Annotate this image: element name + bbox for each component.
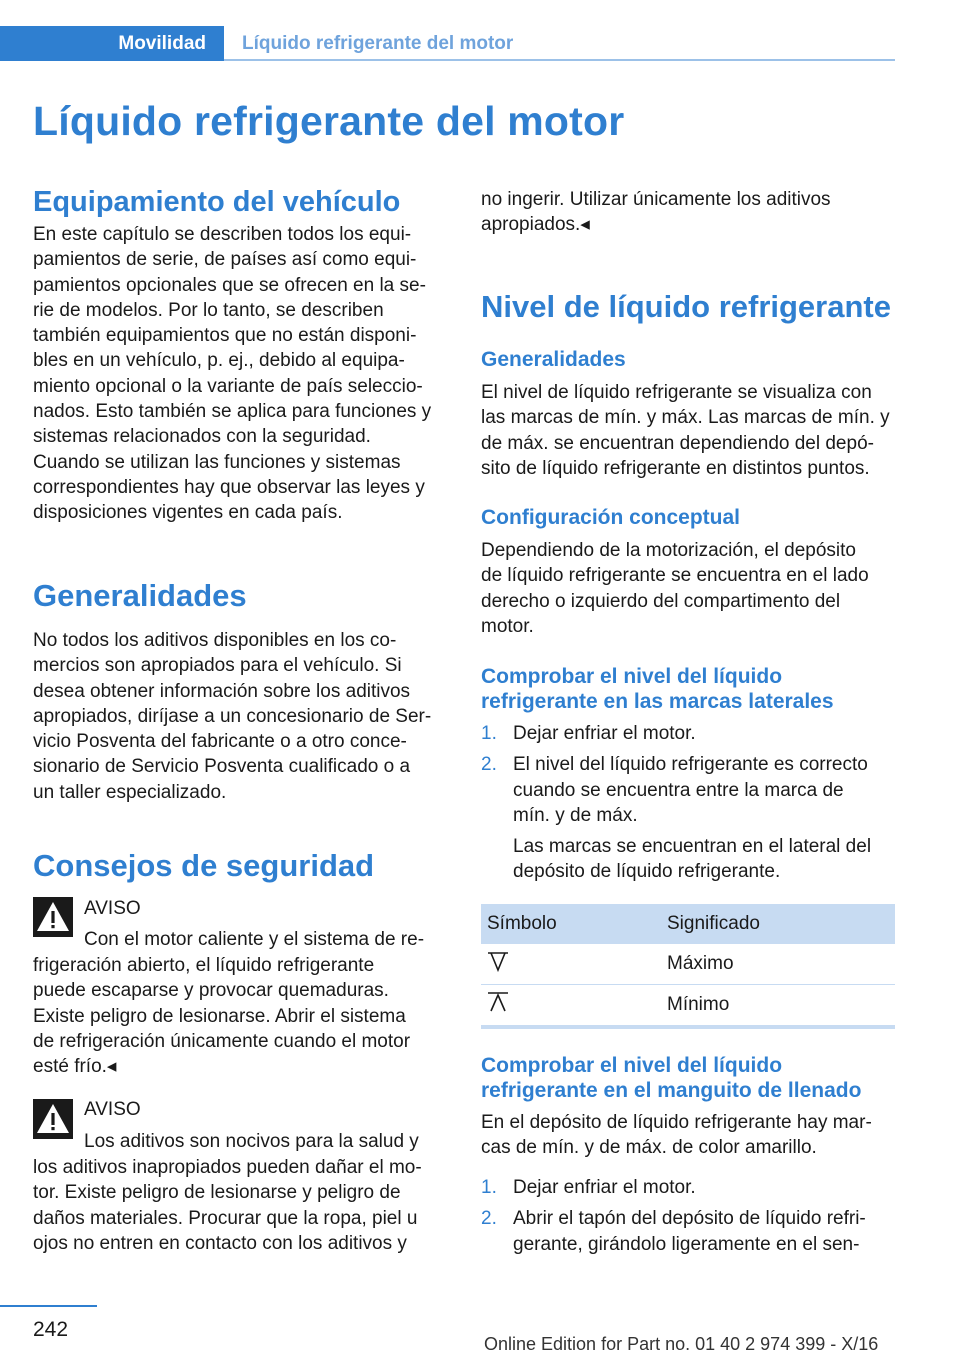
section-tab-label: Movilidad (118, 32, 206, 54)
text-line: Dependiendo de la motorización, el depósito (481, 540, 856, 561)
text-line: también equipamientos que no están disponi- (33, 325, 417, 347)
list-subtext (513, 834, 895, 885)
text-line: pamientos de serie, de países así como equi- (33, 249, 417, 271)
text-line: de líquido refrigerante se encuentra en el lado (481, 565, 869, 587)
text-line: sito de líquido refrigerante en distintos puntos. (481, 457, 870, 479)
text-line: derecho o izquierdo del compartimento del (481, 590, 841, 612)
text-line: Las marcas se encuentran en el lateral del (513, 836, 872, 858)
text-line: apropiados.◂ (481, 214, 590, 236)
text-line: disposiciones vigentes en cada país. (33, 502, 343, 524)
header-rule (224, 59, 895, 61)
table-cell (481, 985, 661, 1028)
text-line: daños materiales. Procurar que la ropa, piel u (33, 1207, 418, 1229)
page-number: 242 (33, 1318, 69, 1341)
general-heading: Generalidades (33, 578, 247, 613)
safety-heading: Consejos de seguridad (33, 848, 375, 883)
table-row (481, 985, 895, 1028)
side-marks-heading (481, 664, 834, 714)
table-cell (481, 944, 661, 985)
min-mark-icon (487, 991, 509, 1013)
heading-line: refrigerante en el manguito de llenado (481, 1079, 862, 1102)
text-line: gerante, girándolo ligeramente en el sen- (513, 1233, 860, 1255)
text-line: de máx. se encuentran dependiendo del depó- (481, 432, 874, 454)
text-line: miento opcional o la variante de país seleccio- (33, 375, 423, 397)
table-cell: Máximo (661, 944, 895, 985)
text-line: Cuando se utilizan las funciones y sistemas (33, 451, 401, 473)
text-line: Abrir el tapón del depósito de líquido refri- (513, 1208, 866, 1230)
text-line: tor. Existe peligro de lesionarse y peligro de (33, 1182, 401, 1204)
page-title: Líquido refrigerante del motor (33, 98, 625, 144)
text-line: frigeración abierto, el líquido refrigerante (33, 955, 375, 976)
text-line: desea obtener información sobre los aditivos (33, 680, 411, 702)
text-line: mercios son apropiados para el vehículo. Si (33, 655, 402, 677)
text-line: En el depósito de líquido refrigerante hay mar- (481, 1112, 872, 1133)
section-tab (0, 26, 224, 61)
text-line: las marcas de mín. y máx. Las marcas de mín. y (481, 407, 890, 429)
heading-line: Comprobar el nivel del líquido (481, 1054, 783, 1077)
table-header: Significado (661, 904, 895, 944)
text-line: cas de mín. y de máx. de color amarillo. (481, 1137, 817, 1159)
text-line: En este capítulo se describen todos los equi- (33, 224, 412, 245)
text-line: depósito de líquido refrigerante. (513, 861, 781, 883)
warning-text (33, 953, 410, 1079)
heading-line: Comprobar el nivel del líquido (481, 665, 783, 688)
max-mark-icon (487, 950, 509, 972)
list-number: 2. (481, 1208, 497, 1230)
edition-note: Online Edition for Part no. 01 40 2 974 399 - X/16 (484, 1334, 879, 1354)
text-line: los aditivos inapropiados pueden dañar el mo- (33, 1157, 422, 1178)
table-header: Símbolo (481, 904, 661, 944)
side-marks-steps (481, 721, 895, 885)
text-line: nados. Esto también se aplica para funciones y (33, 401, 432, 423)
text-line: motor. (481, 615, 534, 637)
warning-text (33, 1155, 422, 1256)
equipment-text (33, 222, 431, 526)
text-line: esté frío.◂ (33, 1056, 117, 1078)
text-line: vicio Posventa del fabricante o a otro conce- (33, 731, 407, 753)
symbol-table (481, 904, 895, 1029)
filler-neck-heading (481, 1053, 861, 1103)
list-item (481, 1206, 895, 1257)
list-item (481, 752, 895, 884)
text-line: no ingerir. Utilizar únicamente los aditivos (481, 189, 831, 210)
text-line: Dejar enfriar el motor. (513, 1177, 696, 1198)
list-number: 1. (481, 1177, 497, 1198)
text-line: puede escaparse y provocar quemaduras. (33, 980, 389, 1002)
text-line: correspondientes hay que observar las leyes y (33, 476, 425, 498)
coolant-level-heading: Nivel de líquido refrigerante (481, 289, 891, 324)
list-item (481, 721, 895, 746)
text-line: un taller especializado. (33, 781, 227, 803)
filler-neck-text (481, 1110, 872, 1161)
concept-text (481, 538, 869, 639)
text-line: sistemas relacionados con la seguridad. (33, 426, 371, 448)
warning-first-line: Los aditivos son nocivos para la salud y (84, 1131, 419, 1152)
general-text (33, 628, 431, 805)
table-row (481, 944, 895, 985)
footer-rule (0, 1305, 97, 1307)
text-line: rie de modelos. Por lo tanto, se describen (33, 299, 384, 321)
text-line: cuando se encuentra entre la marca de (513, 779, 844, 801)
header-title: Líquido refrigerante del motor (242, 33, 514, 54)
text-line: sionario de Servicio Posventa cualificado o a (33, 756, 411, 778)
equipment-heading: Equipamiento del vehículo (33, 186, 401, 218)
warning-first-line: Con el motor caliente y el sistema de re- (84, 929, 425, 950)
table-cell: Mínimo (661, 985, 895, 1028)
table-header-row (481, 904, 895, 944)
text-line: No todos los aditivos disponibles en los co- (33, 630, 397, 651)
level-general-text (481, 380, 890, 481)
text-line: de refrigeración únicamente cuando el motor (33, 1030, 411, 1052)
text-line: El nivel de líquido refrigerante se visualiza con (481, 382, 872, 403)
text-line: ojos no entren en contacto con los aditivos y (33, 1232, 407, 1254)
text-line: apropiados, diríjase a un concesionario de Ser- (33, 705, 432, 727)
text-line: mín. y de máx. (513, 804, 638, 826)
text-line: Existe peligro de lesionarse. Abrir el sistema (33, 1005, 406, 1027)
warning-label: AVISO (84, 1099, 141, 1120)
list-number: 1. (481, 723, 497, 744)
warning-label: AVISO (84, 898, 141, 919)
running-header (0, 26, 895, 61)
list-number: 2. (481, 754, 497, 776)
level-general-heading: Generalidades (481, 348, 626, 371)
filler-neck-steps (481, 1175, 895, 1257)
text-line: Dejar enfriar el motor. (513, 723, 696, 744)
warning-triangle-icon (33, 1099, 73, 1139)
list-item (481, 1175, 895, 1200)
warning-continuation (481, 187, 831, 238)
concept-heading: Configuración conceptual (481, 506, 741, 529)
text-line: El nivel del líquido refrigerante es correcto (513, 754, 868, 776)
text-line: pamientos opcionales que se ofrecen en la se- (33, 274, 426, 296)
text-line: bles en un vehículo, p. ej., debido al equipa- (33, 350, 405, 372)
warning-triangle-icon (33, 897, 73, 937)
heading-line: refrigerante en las marcas laterales (481, 690, 834, 713)
